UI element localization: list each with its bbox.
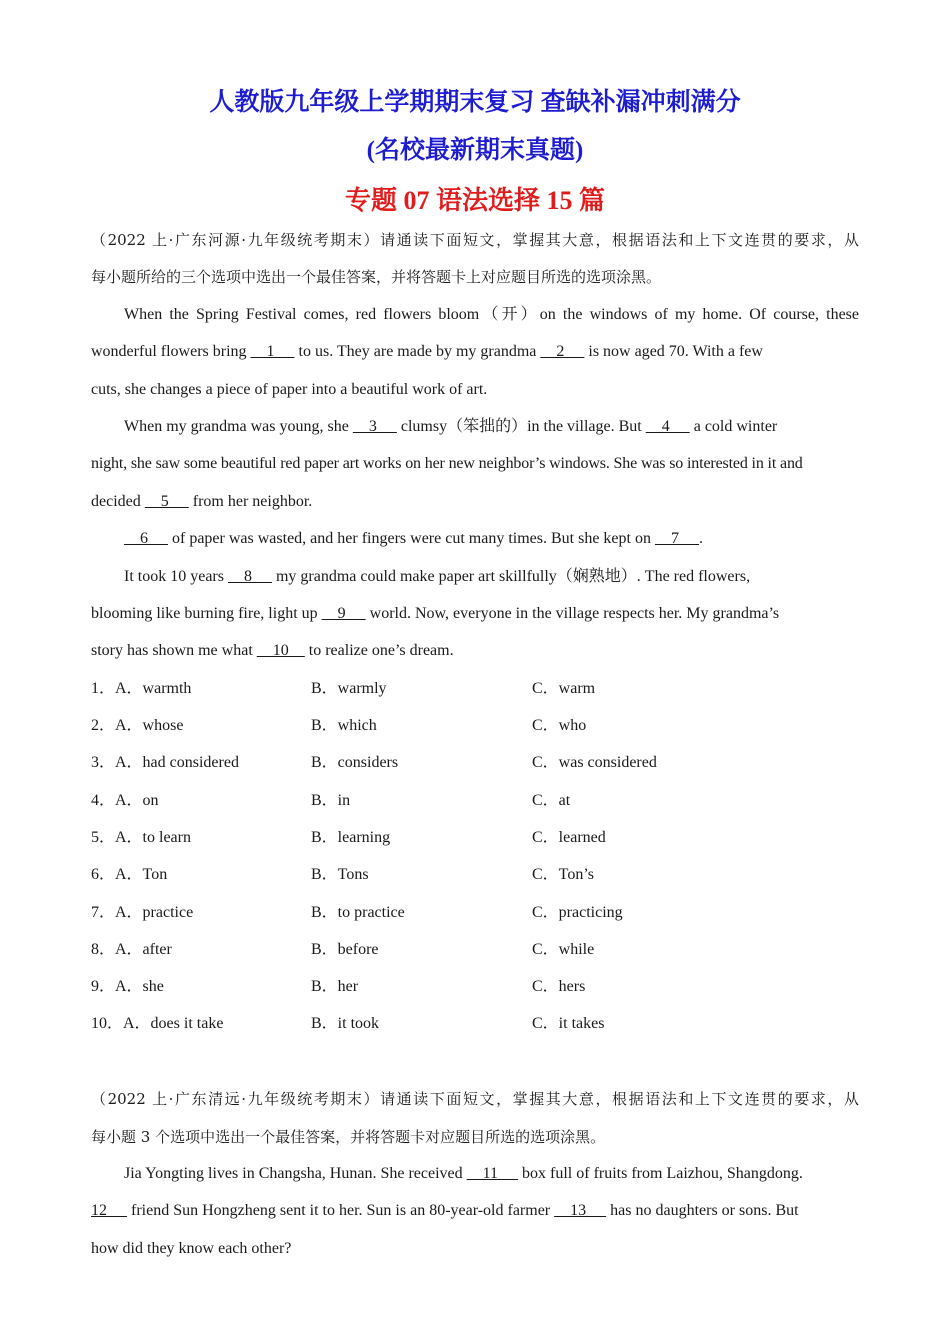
option-c: C．learned <box>532 829 606 846</box>
question-options-8 <box>91 939 859 961</box>
question-options-3 <box>91 752 859 774</box>
option-b: B．considers <box>311 754 399 771</box>
option-a: 10．A．does it take <box>91 1015 224 1032</box>
passage1-p4-line3: story has shown me what 10 to realize one’s dream. <box>91 640 454 662</box>
option-a: 2．A．whose <box>91 717 184 734</box>
option-a: 3．A．had considered <box>91 754 239 771</box>
blank-4: 4 <box>645 418 690 435</box>
option-b: B．before <box>311 941 379 958</box>
question-options-5 <box>91 827 859 849</box>
question-options-2 <box>91 715 859 737</box>
question-options-9 <box>91 976 859 998</box>
option-a: 7．A．practice <box>91 904 194 921</box>
question-options-10 <box>91 1013 859 1035</box>
passage1-p1-line2: wonderful flowers bring 1 to us. They are made by my grandma 2 is now aged 70. With a few <box>91 341 763 363</box>
passage2-line3: how did they know each other? <box>91 1240 292 1257</box>
blank-3: 3 <box>352 418 397 435</box>
option-c: C．warm <box>532 680 596 697</box>
option-c: C．Ton’s <box>532 866 595 883</box>
option-c: C．at <box>532 792 571 809</box>
passage1-p3-line1: 6 of paper was wasted, and her fingers were cut many times. But she kept on 7 . <box>124 528 703 550</box>
option-b: B．Tons <box>311 866 369 883</box>
passage1-p4-line2: blooming like burning fire, light up 9 world. Now, everyone in the village respects her. My grandma’s <box>91 603 779 625</box>
option-a: 1．A．warmth <box>91 680 192 697</box>
passage2-intro-line1: （2022 上·广东清远·九年级统考期末）请通读下面短文，掌握其大意，根据语法和上下文连贯的要求，从 <box>91 1090 859 1108</box>
passage1-p2-line1: When my grandma was young, she 3 clumsy（笨拙的）in the village. But 4 a cold winter <box>124 416 777 438</box>
blank-11: 11 <box>466 1165 519 1182</box>
blank-2: 2 <box>540 343 585 360</box>
option-c: C．it takes <box>532 1015 605 1032</box>
passage1-p2-line3: decided 5 from her neighbor. <box>91 491 312 513</box>
option-a: 4．A．on <box>91 792 159 809</box>
blank-12: 12 <box>91 1202 127 1219</box>
passage1-p4-line1: It took 10 years 8 my grandma could make paper art skillfully（娴熟地）. The red flowers, <box>124 566 750 588</box>
question-options-4 <box>91 790 859 812</box>
passage1-p1-line3: cuts, she changes a piece of paper into a beautiful work of art. <box>91 381 488 398</box>
option-b: B．in <box>311 792 351 809</box>
question-options-1 <box>91 678 859 700</box>
blank-10: 10 <box>256 642 305 659</box>
passage2-line1: Jia Yongting lives in Changsha, Hunan. She received 11 box full of fruits from Laizhou, Shangdong. <box>124 1163 803 1185</box>
option-c: C．was considered <box>532 754 657 771</box>
option-a: 8．A．after <box>91 941 172 958</box>
blank-5: 5 <box>144 493 189 510</box>
question-options-6 <box>91 864 859 886</box>
option-c: C．practicing <box>532 904 623 921</box>
passage1-p2-line2: night, she saw some beautiful red paper art works on her new neighbor’s windows. She was so interested in it and <box>91 455 803 472</box>
option-c: C．who <box>532 717 587 734</box>
option-a: 6．A．Ton <box>91 866 168 883</box>
option-b: B．her <box>311 978 359 995</box>
option-b: B．which <box>311 717 377 734</box>
blank-8: 8 <box>227 568 272 585</box>
blank-7: 7 <box>654 530 699 547</box>
passage1-intro-line2: 每小题所给的三个选项中选出一个最佳答案，并将答题卡上对应题目所选的选项涂黑。 <box>91 268 662 286</box>
blank-13: 13 <box>554 1202 607 1219</box>
option-b: B．to practice <box>311 904 405 921</box>
option-a: 9．A．she <box>91 978 164 995</box>
passage2-line2: 12 friend Sun Hongzheng sent it to her. Sun is an 80-year-old farmer 13 has no daughters or sons. But <box>91 1200 799 1222</box>
blank-9: 9 <box>321 605 366 622</box>
passage2-intro-line2: 每小题 3 个选项中选出一个最佳答案，并将答题卡对应题目所选的选项涂黑。 <box>91 1128 606 1146</box>
option-c: C．hers <box>532 978 586 995</box>
passage1-p1-line1: When the Spring Festival comes, red flowers bloom（开）on the windows of my home. Of course, these <box>124 306 859 323</box>
topic-title: 专题 07 语法选择 15 篇 <box>344 186 605 215</box>
question-options-7 <box>91 902 859 924</box>
option-a: 5．A．to learn <box>91 829 191 846</box>
option-b: B．it took <box>311 1015 380 1032</box>
blank-1: 1 <box>250 343 295 360</box>
option-b: B．learning <box>311 829 391 846</box>
page-subtitle: (名校最新期末真题) <box>366 137 584 164</box>
passage1-intro-line1: （2022 上·广东河源·九年级统考期末）请通读下面短文，掌握其大意，根据语法和上下文连贯的要求，从 <box>91 231 859 249</box>
blank-6: 6 <box>124 530 168 547</box>
page-title: 人教版九年级上学期期末复习 查缺补漏冲刺满分 <box>209 89 741 116</box>
option-b: B．warmly <box>311 680 387 697</box>
option-c: C．while <box>532 941 595 958</box>
